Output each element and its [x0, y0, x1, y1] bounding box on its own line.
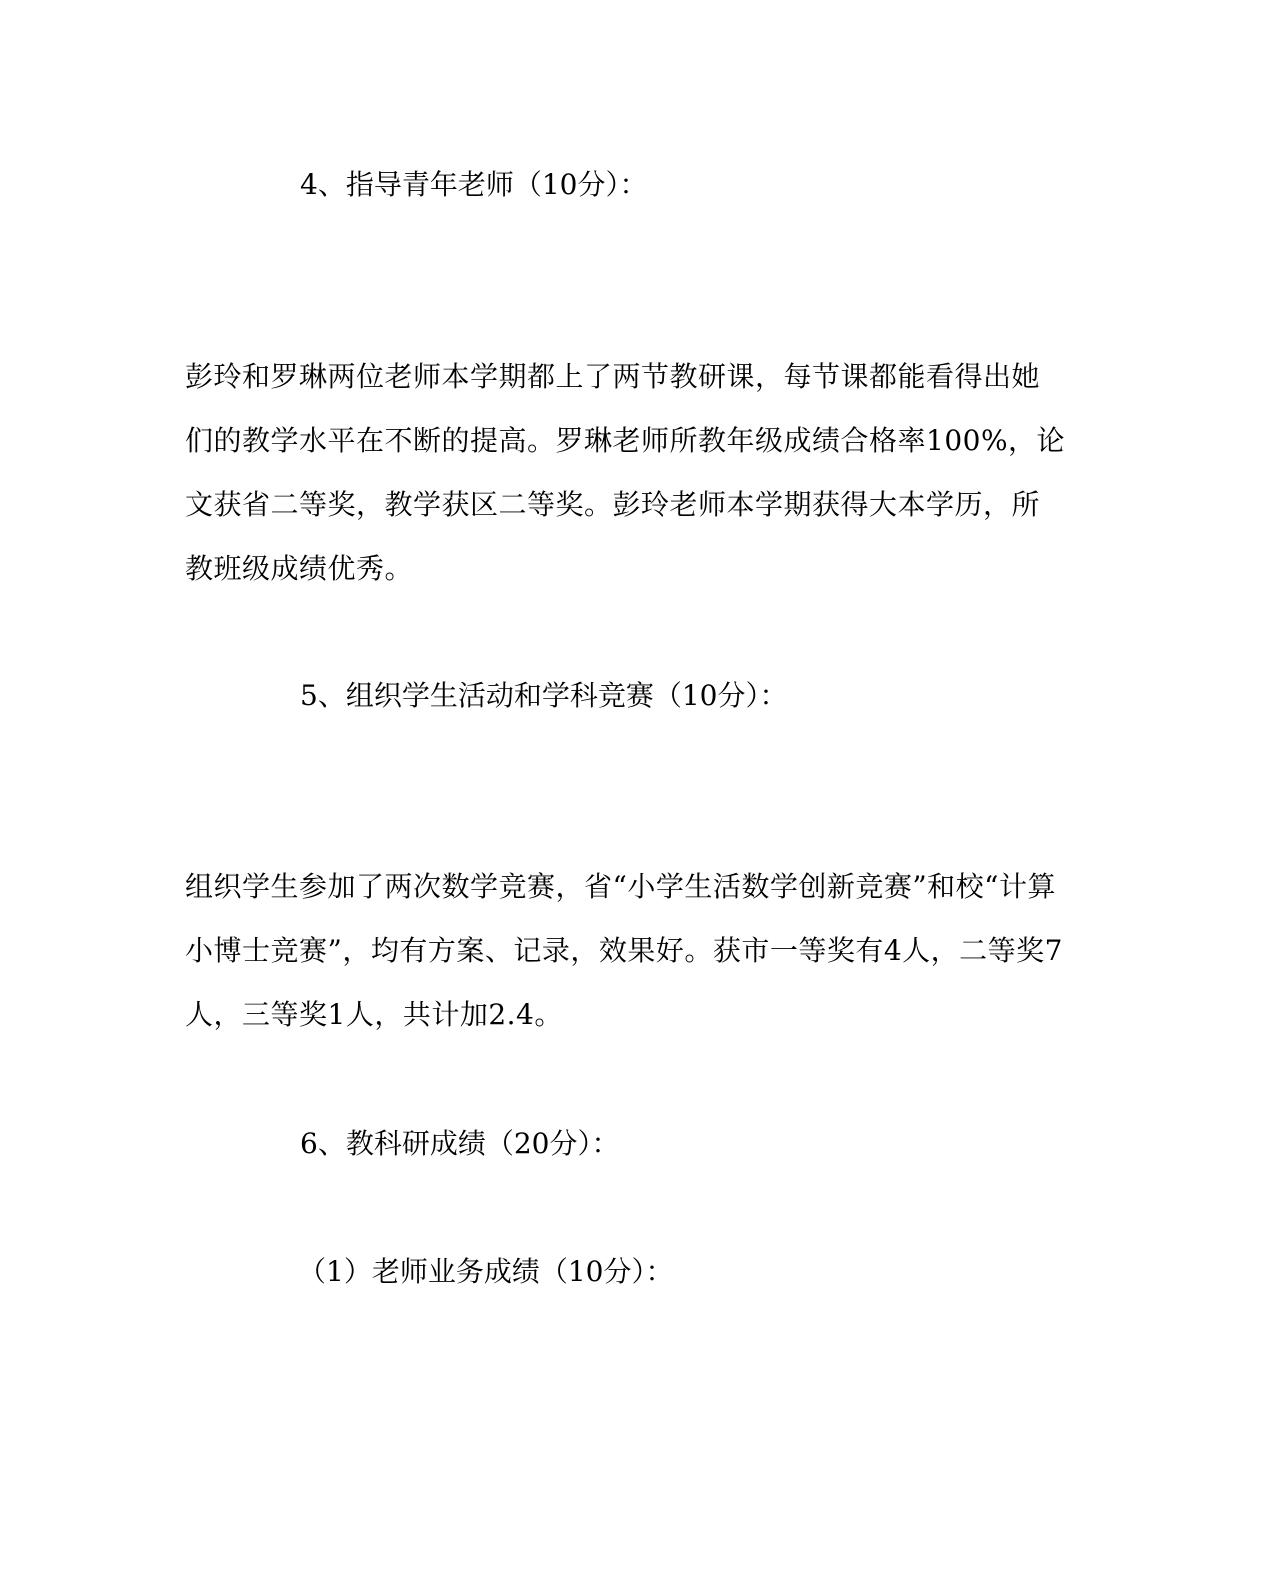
section-heading-4: 4、指导青年老师（10分）： — [300, 168, 648, 201]
subheading-1: （1）老师业务成绩（10分）： — [298, 1255, 674, 1288]
paragraph-line: 组织学生参加了两次数学竞赛，省“小学生活数学创新竞赛”和校“计算 — [185, 870, 1056, 903]
paragraph-line: 们的教学水平在不断的提高。罗琳老师所教年级成绩合格率100%，论 — [185, 424, 1066, 457]
section-4-paragraph — [185, 345, 1065, 601]
paragraph-line: 人，三等奖1人，共计加2.4。 — [185, 998, 563, 1031]
section-heading-5: 5、组织学生活动和学科竞赛（10分）： — [300, 679, 788, 712]
section-5-paragraph — [185, 855, 1065, 1047]
paragraph-line: 彭玲和罗琳两位老师本学期都上了两节教研课，每节课都能看得出她 — [185, 360, 1041, 393]
paragraph-line: 教班级成绩优秀。 — [185, 552, 414, 585]
paragraph-line: 小博士竞赛”，均有方案、记录，效果好。获市一等奖有4人，二等奖7 — [185, 934, 1063, 967]
paragraph-line: 文获省二等奖，教学获区二等奖。彭玲老师本学期获得大本学历，所 — [185, 488, 1041, 521]
section-heading-6: 6、教科研成绩（20分）： — [300, 1127, 620, 1160]
